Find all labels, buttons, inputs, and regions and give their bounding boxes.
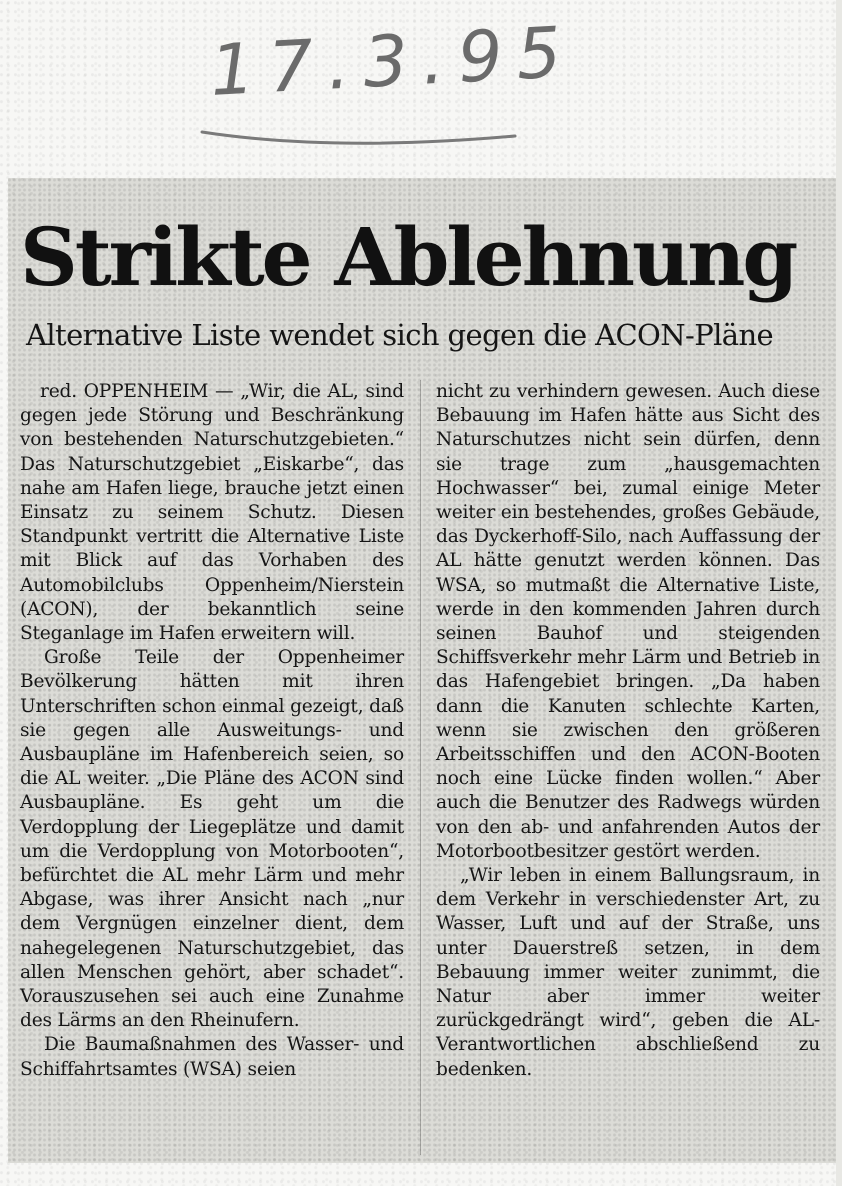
scan-edge [836,0,842,1186]
paragraph: red. OPPENHEIM — „Wir, die AL, sind gegen jede Störung und Beschränkung von bestehenden Naturschutzgebieten.“ Das Naturschutzgebiet „Eiskarbe“, das nahe am Hafen liege, brauche jetzt einen Einsatz zu seinem Schutz. Diesen Standpunkt vertritt die Alternative Liste mit Blick auf das Vorhaben des Automobilclubs Oppenheim/Nierstein (ACON), der bekanntlich seine Steganlage im Hafen erweitern will. [20,381,404,645]
article-column-left [20,380,404,1082]
date-underline-stroke [200,118,520,158]
paragraph: nicht zu verhindern gewesen. Auch diese Bebauung im Hafen hätte aus Sicht des Naturschutzes nicht sein dürfen, denn sie trage zum „hausgemachten Hochwasser“ bei, zumal einige Meter weiter ein bestehendes, großes Gebäude, das Dyckerhoff-Silo, nach Auffassung der AL hätte genutzt werden können. Das WSA, so mutmaßt die Alternative Liste, werde in den kommenden Jahren durch seinen Bauhof und steigenden Schiffsverkehr mehr Lärm und Betrieb in das Hafengebiet bringen. „Da haben dann die Kanuten schlechte Karten, wenn sie zwischen den größeren Arbeitsschiffen und den ACON-Booten noch eine Lücke finden wollen.“ Aber auch die Benutzer des Radwegs würden von den ab- und anfahrenden Autos der Motorbootbesitzer gestört werden. [436,381,820,862]
handwritten-date: 17.3.95 [208,10,578,112]
paragraph: Große Teile der Oppenheimer Bevölkerung hätten mit ihren Unterschriften schon einmal gezeigt, daß sie gegen alle Ausweitungs- und Ausbaupläne im Hafenbereich seien, so die AL weiter. „Die Pläne des ACON sind Ausbaupläne. Es geht um die Verdopplung der Liegeplätze und damit um die Verdopplung von Motorbooten“, befürchtet die AL mehr Lärm und mehr Abgase, was ihrer Ansicht nach „nur dem Vergnügen einzelner dient, dem nahegelegenen Naturschutzgebiet, das allen Menschen gehört, aber schadet“. Vorauszusehen sei auch eine Zunahme des Lärms an den Rheinufern. [20,647,404,1032]
column-divider [420,380,421,1155]
article-subheadline: Alternative Liste wendet sich gegen die ACON-Pläne [26,318,774,352]
article-headline: Strikte Ablehnung [20,210,796,304]
paragraph: Die Baumaßnahmen des Wasser- und Schiffahrtsamtes (WSA) seien [20,1034,404,1080]
paragraph: „Wir leben in einem Ballungsraum, in dem Verkehr in verschiedenster Art, zu Wasser, Luft und auf der Straße, uns unter Dauerstreß setzen, in dem Bebauung immer weiter zunimmt, die Natur aber immer weiter zurückgedrängt wird“, geben die AL-Verantwortlichen abschließend zu bedenken. [436,865,820,1080]
article-column-right [436,380,820,1082]
